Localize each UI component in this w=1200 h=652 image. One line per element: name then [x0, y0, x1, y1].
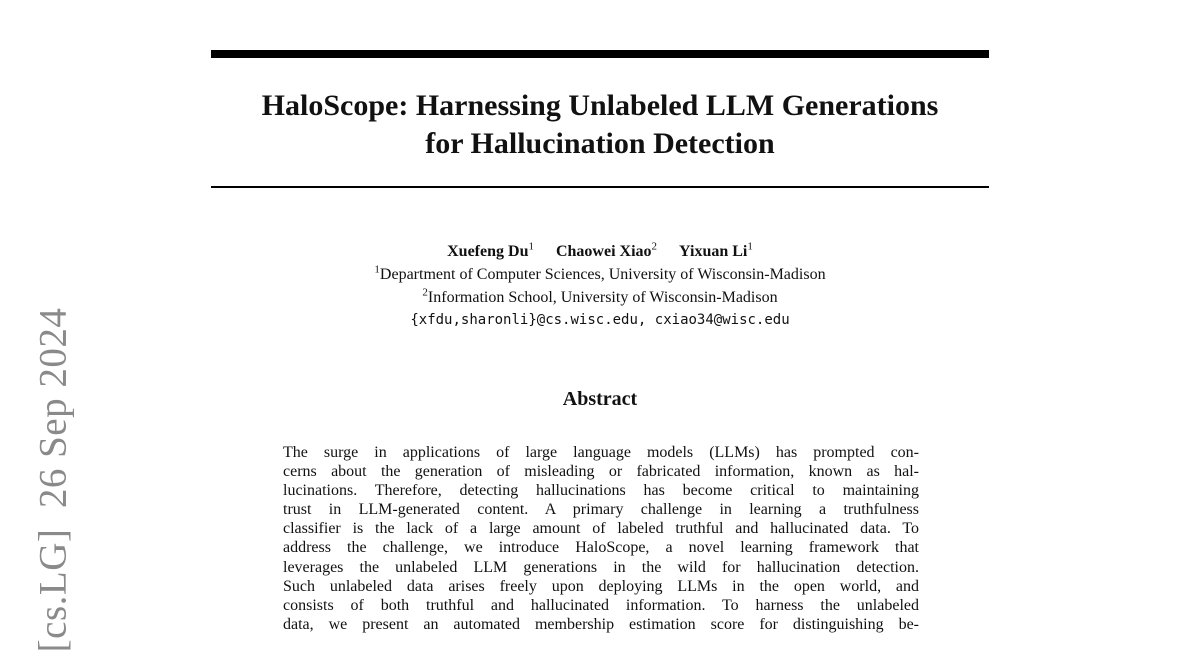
affiliation-text: Department of Computer Sciences, University of Wisconsin-Madison: [379, 266, 826, 283]
author-name: Xuefeng Du: [447, 243, 529, 260]
affiliation-text: Information School, University of Wisconsin-Madison: [427, 289, 778, 306]
title-top-rule: [211, 50, 989, 58]
title-line: HaloScope: Harnessing Unlabeled LLM Generations: [261, 89, 939, 122]
author-names: [200, 240, 1000, 263]
abstract-line: address the challenge, we introduce HaloScope, a novel learning framework that: [283, 539, 919, 557]
author-name: Chaowei Xiao: [555, 243, 652, 260]
abstract-heading: Abstract: [562, 388, 638, 410]
affiliation-mark: 2: [422, 286, 428, 299]
affiliation: [200, 263, 1000, 286]
arxiv-category: [cs.LG]: [31, 528, 75, 652]
abstract-body: [283, 443, 919, 634]
abstract-line: leverages the unlabeled LLM generations in the wild for hallucination detection.: [283, 558, 919, 576]
abstract-line: Such unlabeled data arises freely upon deploying LLMs in the open world, and: [283, 577, 919, 595]
affiliation: [200, 286, 1000, 309]
arxiv-date: 26 Sep 2024: [31, 307, 75, 509]
author-emails: {xfdu,sharonli}@cs.wisc.edu, cxiao34@wisc.edu: [410, 312, 790, 328]
affiliation-mark: 1: [374, 263, 380, 276]
author: [447, 240, 534, 260]
abstract-line: data, we present an automated membership estimation score for distinguishing be-: [283, 615, 919, 633]
author-name: Yixuan Li: [679, 243, 748, 260]
author-affiliation-mark: 2: [651, 240, 658, 253]
abstract-line: cerns about the generation of misleading or fabricated information, known as hal-: [283, 463, 919, 481]
paper-title: [150, 87, 1050, 163]
arxiv-stamp: [31, 308, 76, 652]
author-affiliation-mark: 1: [528, 240, 534, 253]
author: [679, 240, 753, 260]
title-line: for Hallucination Detection: [425, 127, 775, 160]
abstract-line: consists of both truthful and hallucinated information. To harness the unlabeled: [283, 596, 919, 614]
author: [555, 240, 658, 260]
author-block: [200, 240, 1000, 332]
abstract-line: trust in LLM-generated content. A primary challenge in learning a truthfulness: [283, 501, 919, 519]
title-bottom-rule: [211, 186, 989, 188]
abstract-line: classifier is the lack of a large amount of labeled truthful and hallucinated data. To: [283, 520, 919, 538]
abstract-line: lucinations. Therefore, detecting hallucinations has become critical to maintaining: [283, 482, 919, 500]
abstract-line: The surge in applications of large language models (LLMs) has prompted con-: [283, 444, 919, 461]
author-affiliation-mark: 1: [747, 240, 753, 253]
